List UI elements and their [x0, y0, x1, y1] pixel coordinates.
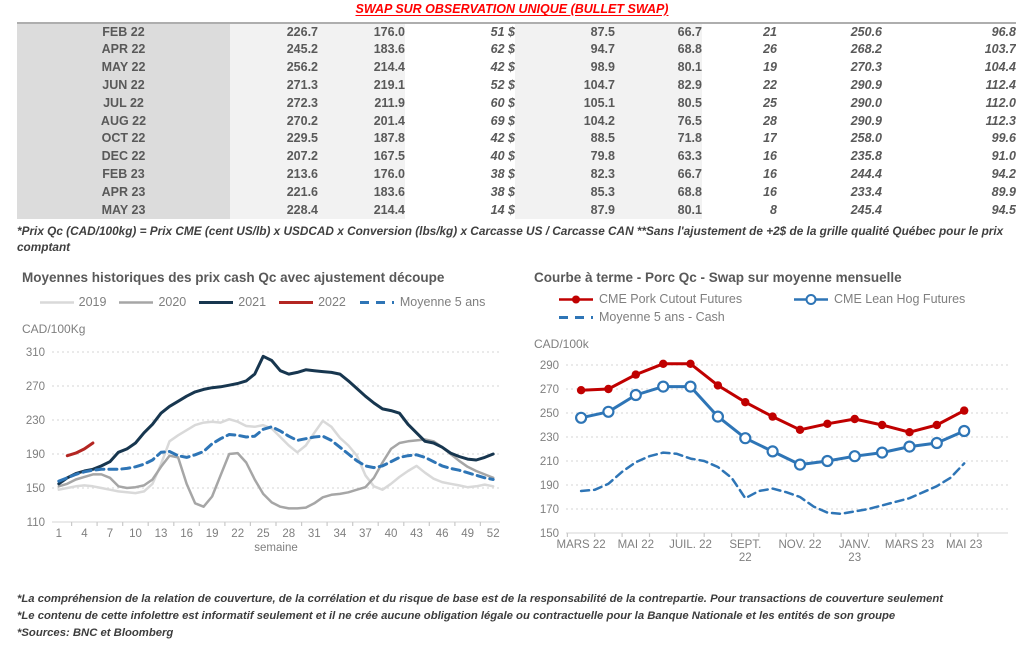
table-row	[17, 59, 1016, 77]
table-cell: 96.8	[991, 25, 1016, 40]
table-cell: 105.1	[515, 94, 615, 112]
table-cell: 214.4	[318, 201, 405, 219]
svg-text:270: 270	[539, 384, 559, 396]
legend-dashed-line-swatch	[558, 311, 594, 324]
table-row	[17, 41, 1016, 59]
table-cell: 229.5	[230, 130, 318, 148]
table-cell: 42 $	[490, 60, 515, 75]
table-cell: 270.2	[230, 112, 318, 130]
table-cell: 42 $	[490, 131, 515, 146]
table-cell: 176.0	[318, 23, 405, 41]
table-cell: 213.6	[230, 165, 318, 183]
svg-text:22: 22	[738, 552, 752, 564]
chart-forward-curve	[522, 266, 1024, 573]
table-cell: 271.3	[230, 76, 318, 94]
table-cell: APR 22	[17, 41, 230, 59]
svg-text:JUIL. 22: JUIL. 22	[669, 539, 712, 551]
table-cell: 211.9	[318, 94, 405, 112]
table-cell: 99.6	[991, 131, 1016, 146]
table-cell: 87.9	[515, 201, 615, 219]
table-cell: 82.9	[615, 76, 702, 94]
table-cell: 270.3	[850, 60, 882, 75]
table-cell: 69 $	[490, 113, 515, 128]
table-cell: 235.8	[850, 149, 882, 164]
table-cell: 94.7	[515, 41, 615, 59]
table-row	[17, 148, 1016, 166]
table-cell: 94.5	[991, 202, 1016, 217]
table-cell: 112.4	[985, 78, 1016, 93]
svg-text:23: 23	[848, 552, 862, 564]
legend-item	[40, 294, 107, 309]
table-cell: FEB 22	[17, 23, 230, 41]
table-cell: 176.0	[318, 165, 405, 183]
svg-text:MARS 23: MARS 23	[884, 539, 935, 551]
forward-curve-line-chart	[522, 353, 1020, 573]
svg-text:150: 150	[25, 483, 45, 495]
legend-item	[558, 309, 725, 324]
page-title: SWAP SUR OBSERVATION UNIQUE (BULLET SWAP)	[355, 2, 669, 16]
legend-label: Moyenne 5 ans	[399, 294, 486, 309]
table-cell: 25	[763, 95, 777, 110]
table-cell: 8	[770, 202, 777, 217]
legend-line-swatch	[279, 296, 313, 309]
table-cell: 38 $	[490, 167, 515, 182]
legend-label: 2019	[78, 294, 107, 309]
table-row	[17, 112, 1016, 130]
table-cell: 183.6	[318, 183, 405, 201]
table-cell: 290.9	[850, 78, 882, 93]
left-chart-unit-label: CAD/100Kg	[22, 322, 86, 336]
table-cell: 244.4	[850, 167, 882, 182]
table-cell: 82.3	[515, 165, 615, 183]
table-cell: 94.2	[991, 167, 1016, 182]
table-cell: 104.4	[984, 60, 1016, 75]
svg-text:16: 16	[180, 528, 193, 540]
svg-text:MARS 22: MARS 22	[556, 539, 606, 551]
table-cell: 98.9	[515, 59, 615, 77]
table-cell: 89.9	[991, 184, 1016, 199]
svg-text:250: 250	[539, 408, 559, 420]
legend-line-swatch	[40, 296, 74, 309]
table-cell: 245.2	[230, 41, 318, 59]
table-cell: 104.2	[515, 112, 615, 130]
legend-label: 2022	[318, 294, 346, 309]
legend-open-marker-swatch	[793, 293, 829, 306]
svg-text:37: 37	[359, 528, 372, 540]
disclaimer-footnotes	[17, 591, 1007, 643]
svg-text:NOV. 22: NOV. 22	[778, 539, 822, 551]
table-cell: 80.1	[615, 59, 702, 77]
svg-text:10: 10	[129, 528, 142, 540]
table-cell: 62 $	[490, 42, 515, 57]
table-cell: 187.8	[318, 130, 405, 148]
table-cell: 17	[763, 131, 777, 146]
chart-historical-cash-prices	[10, 266, 515, 554]
svg-text:34: 34	[333, 528, 347, 540]
footnote-line: *Sources: BNC et Bloomberg	[17, 627, 174, 640]
table-row	[17, 76, 1016, 94]
table-cell: 103.7	[984, 42, 1016, 57]
svg-text:230: 230	[539, 432, 559, 444]
legend-item	[793, 291, 965, 306]
svg-text:190: 190	[539, 480, 559, 492]
table-cell: 228.4	[230, 201, 318, 219]
table-row	[17, 183, 1016, 201]
table-cell: 40 $	[490, 149, 515, 164]
svg-text:25: 25	[256, 528, 270, 540]
table-cell: 214.4	[318, 59, 405, 77]
svg-text:310: 310	[25, 347, 45, 359]
svg-text:52: 52	[486, 528, 500, 540]
table-cell: 66.7	[615, 165, 702, 183]
table-cell: 80.5	[615, 94, 702, 112]
legend-label: 2020	[158, 294, 187, 309]
legend-label: CME Lean Hog Futures	[834, 291, 966, 306]
swap-table-body	[17, 23, 1016, 219]
svg-text:46: 46	[435, 528, 449, 540]
table-cell: 85.3	[515, 183, 615, 201]
table-cell: AUG 22	[17, 112, 230, 130]
table-cell: 14 $	[490, 202, 515, 217]
table-cell: 51 $	[490, 25, 515, 40]
table-cell: OCT 22	[17, 130, 230, 148]
legend-label: CME Pork Cutout Futures	[599, 291, 743, 306]
right-chart-legend-row2	[558, 309, 1024, 324]
left-chart-title: Moyennes historiques des prix cash Qc avec ajustement découpe	[22, 270, 445, 285]
svg-text:31: 31	[307, 528, 321, 540]
table-cell: 233.4	[850, 184, 882, 199]
table-cell: 66.7	[615, 23, 702, 41]
svg-text:1: 1	[55, 528, 63, 540]
table-cell: 290.0	[850, 95, 882, 110]
svg-text:SEPT.: SEPT.	[729, 539, 762, 551]
svg-text:270: 270	[25, 381, 45, 393]
table-cell: 16	[763, 149, 777, 164]
table-cell: 245.4	[850, 202, 882, 217]
legend-line-swatch	[119, 296, 153, 309]
svg-text:4: 4	[81, 528, 88, 540]
table-cell: JUN 22	[17, 76, 230, 94]
table-cell: 104.7	[515, 76, 615, 94]
table-cell: 167.5	[318, 148, 405, 166]
table-cell: 221.6	[230, 183, 318, 201]
table-cell: 112.0	[985, 95, 1016, 110]
svg-text:230: 230	[25, 415, 45, 427]
legend-item	[359, 294, 485, 309]
right-chart-legend-row1	[558, 291, 1024, 306]
svg-text:190: 190	[25, 449, 45, 461]
table-cell: 250.6	[850, 25, 882, 40]
footnote-line: *Le contenu de cette infolettre est informatif seulement et il ne crée aucune obligation légale ou contractuelle pour la Banque Nationale et les entités de son groupe	[17, 610, 896, 623]
table-cell: 63.3	[615, 148, 702, 166]
table-cell: 226.7	[230, 23, 318, 41]
svg-text:150: 150	[539, 528, 559, 540]
table-cell: 256.2	[230, 59, 318, 77]
svg-text:170: 170	[539, 504, 559, 516]
table-cell: 183.6	[318, 41, 405, 59]
svg-text:43: 43	[410, 528, 423, 540]
right-chart-title: Courbe à terme - Porc Qc - Swap sur moyenne mensuelle	[534, 270, 902, 285]
svg-text:110: 110	[26, 517, 45, 529]
table-cell: 112.3	[985, 113, 1016, 128]
table-cell: MAY 22	[17, 59, 230, 77]
table-cell: 71.8	[615, 130, 702, 148]
svg-text:210: 210	[539, 456, 559, 468]
svg-text:MAI 22: MAI 22	[617, 539, 655, 551]
table-cell: MAY 23	[17, 201, 230, 219]
table-cell: 68.8	[615, 41, 702, 59]
table-cell: 268.2	[850, 42, 882, 57]
table-cell: 19	[763, 60, 777, 75]
table-cell: 87.5	[515, 23, 615, 41]
table-cell: 52 $	[490, 78, 515, 93]
table-cell: 79.8	[515, 148, 615, 166]
legend-dashed-line-swatch	[359, 296, 395, 309]
table-row	[17, 130, 1016, 148]
table-cell: 80.1	[615, 201, 702, 219]
table-cell: 26	[763, 42, 777, 57]
table-row	[17, 165, 1016, 183]
legend-label: Moyenne 5 ans - Cash	[599, 309, 725, 324]
table-cell: 258.0	[850, 131, 882, 146]
table-cell: JUL 22	[17, 94, 230, 112]
svg-text:22: 22	[231, 528, 245, 540]
svg-text:JANV.: JANV.	[838, 539, 871, 551]
svg-text:7: 7	[106, 528, 114, 540]
svg-text:290: 290	[539, 360, 559, 372]
table-cell: 22	[763, 78, 777, 93]
table-cell: FEB 23	[17, 165, 230, 183]
svg-text:semaine: semaine	[254, 542, 298, 554]
svg-text:19: 19	[205, 528, 219, 540]
svg-text:28: 28	[282, 528, 296, 540]
table-cell: 16	[763, 167, 777, 182]
footnote-line: *La compréhension de la relation de couverture, de la corrélation et du risque de base est de la responsabilité de la contrepartie. Pour transactions de couverture seulement	[17, 593, 943, 605]
table-cell: 28	[763, 113, 777, 128]
table-cell: 272.3	[230, 94, 318, 112]
table-cell: DEC 22	[17, 148, 230, 166]
table-cell: 88.5	[515, 130, 615, 148]
table-cell: 290.9	[850, 113, 882, 128]
svg-text:40: 40	[384, 528, 398, 540]
table-row	[17, 94, 1016, 112]
table-cell: 60 $	[490, 95, 515, 110]
table-cell: 68.8	[615, 183, 702, 201]
table-cell: 201.4	[318, 112, 405, 130]
table-cell: 219.1	[318, 76, 405, 94]
svg-text:MAI 23: MAI 23	[945, 539, 983, 551]
left-chart-legend	[10, 294, 515, 309]
legend-item	[558, 291, 793, 306]
table-cell: 16	[763, 184, 777, 199]
table-cell: 207.2	[230, 148, 318, 166]
svg-text:13: 13	[154, 528, 168, 540]
legend-label: 2021	[238, 294, 267, 309]
legend-line-swatch	[199, 296, 233, 309]
swap-table	[17, 22, 1016, 219]
legend-item	[279, 294, 346, 309]
table-row	[17, 23, 1016, 41]
svg-text:49: 49	[461, 528, 474, 540]
table-cell: 38 $	[490, 184, 515, 199]
legend-item	[199, 294, 266, 309]
table-footnote: *Prix Qc (CAD/100kg) = Prix CME (cent US/lb) x USDCAD x Conversion (lbs/kg) x Carcasse US / Carcasse CAN **Sans l'ajustement de +2$ de la grille qualité Québec pour le prix comptant	[17, 224, 1004, 254]
legend-item	[119, 294, 186, 309]
historical-prices-line-chart	[10, 338, 510, 554]
right-chart-unit-label: CAD/100k	[534, 337, 589, 351]
table-cell: 21	[763, 25, 777, 40]
legend-filled-marker-swatch	[558, 293, 594, 306]
table-row	[17, 201, 1016, 219]
table-cell: 91.0	[991, 149, 1016, 164]
table-cell: 76.5	[615, 112, 702, 130]
table-cell: APR 23	[17, 183, 230, 201]
